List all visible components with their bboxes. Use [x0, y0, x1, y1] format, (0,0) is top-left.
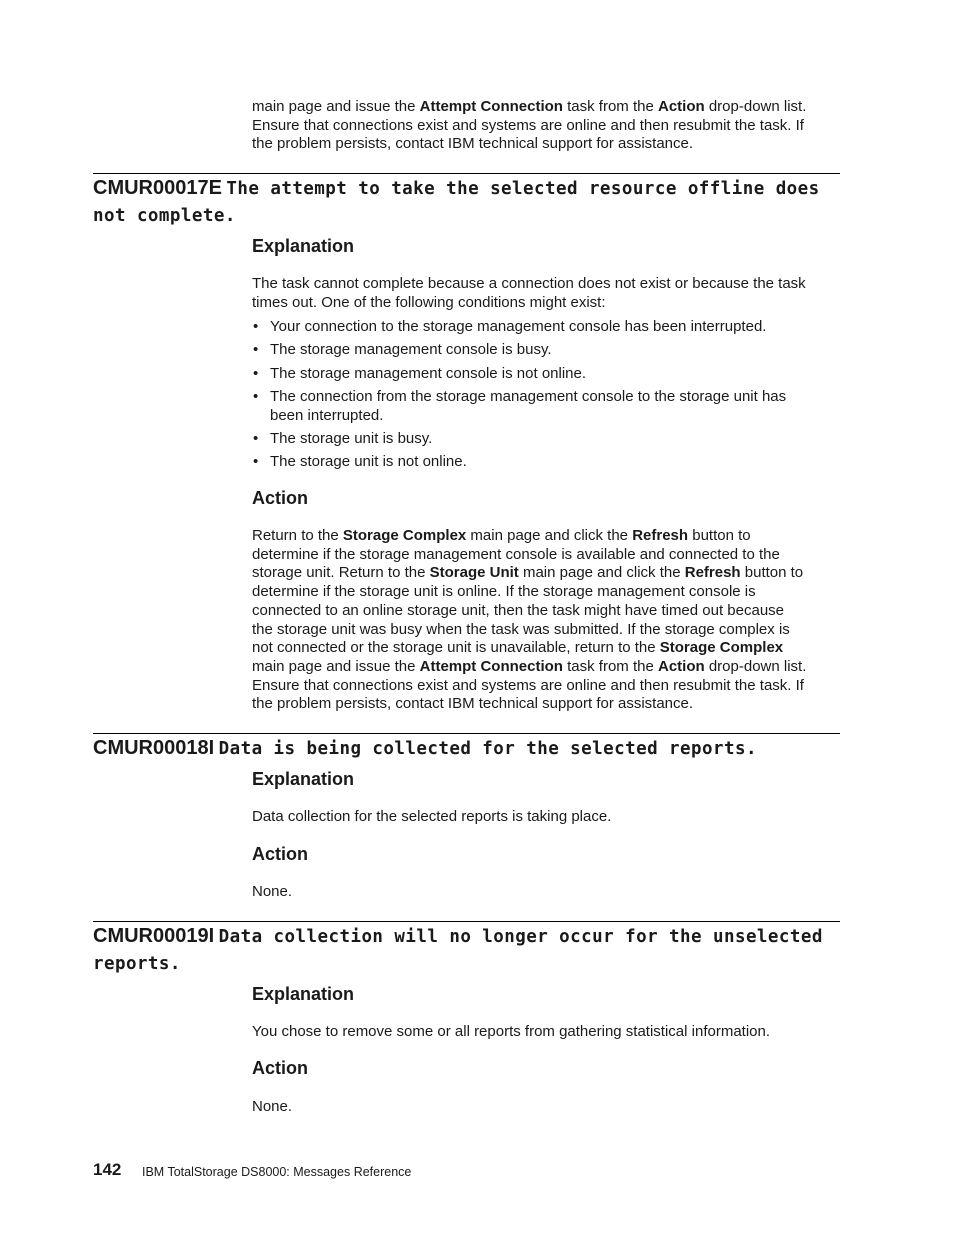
list-item: • The storage management console is busy. [252, 340, 842, 359]
message-title: Data is being collected for the selected reports. [218, 739, 757, 759]
message-title: Data collection will no longer occur for the unselected [218, 927, 823, 947]
carryover-line-1: main page and issue the Attempt Connection task from the Action drop-down list. [252, 98, 807, 115]
message-id: CMUR00019I [93, 925, 215, 947]
explanation-heading: Explanation [252, 236, 355, 256]
action-heading: Action [252, 844, 308, 864]
page-number: 142 [93, 1160, 122, 1179]
section-rule [93, 921, 840, 922]
explanation-heading: Explanation [252, 769, 355, 789]
message-heading [93, 923, 843, 978]
book-title: IBM TotalStorage DS8000: Messages Reference [142, 1165, 412, 1179]
list-item: • The storage unit is not online. [252, 452, 842, 471]
section-rule [93, 733, 840, 734]
action-text: Return to the Storage Complex main page and click the Refresh button to determine if the storage management console is available and connected to the storage unit. Return to the Storage Unit main page and click the Refresh button to determine if the storage unit is online. If the storage management console is connected to an online storage unit, then the task might have timed out because the storage unit was busy when the task was submitted. If the storage complex is not connected or the storage unit is unavailable, return to the Storage Complex main page and issue the Attempt Connection task from the Action drop-down list. Ensure that connections exist and systems are online and then resubmit the task. If the problem persists, contact IBM technical support for assistance. [252, 527, 807, 713]
list-item: • Your connection to the storage management console has been interrupted. [252, 317, 842, 336]
message-title-continued: reports. [93, 954, 181, 974]
list-item: • The storage management console is not online. [252, 364, 842, 383]
message-id: CMUR00017E [93, 177, 222, 199]
message-heading [93, 175, 843, 230]
explanation-text: Data collection for the selected reports is taking place. [252, 808, 612, 825]
message-title-continued: not complete. [93, 206, 236, 226]
action-text: None. [252, 1098, 293, 1115]
explanation-text: You chose to remove some or all reports from gathering statistical information. [252, 1023, 771, 1040]
message-id: CMUR00018I [93, 737, 215, 759]
conditions-list [252, 317, 842, 476]
explanation-text: The task cannot complete because a connection does not exist or because the task times out. One of the following conditions might exist: [252, 275, 806, 311]
action-heading: Action [252, 488, 308, 508]
section-rule [93, 173, 840, 174]
carryover-line-2: Ensure that connections exist and systems are online and then resubmit the task. If [252, 116, 804, 134]
carryover-paragraph [252, 98, 842, 154]
action-text: None. [252, 883, 293, 900]
message-title: The attempt to take the selected resource offline does [226, 179, 820, 199]
list-item: • The storage unit is busy. [252, 429, 842, 448]
message-heading [93, 735, 843, 763]
list-item: • The connection from the storage management console to the storage unit has been interrupted. [252, 387, 842, 425]
explanation-heading: Explanation [252, 984, 355, 1004]
action-heading: Action [252, 1058, 308, 1078]
carryover-line-3: the problem persists, contact IBM technical support for assistance. [252, 135, 694, 153]
